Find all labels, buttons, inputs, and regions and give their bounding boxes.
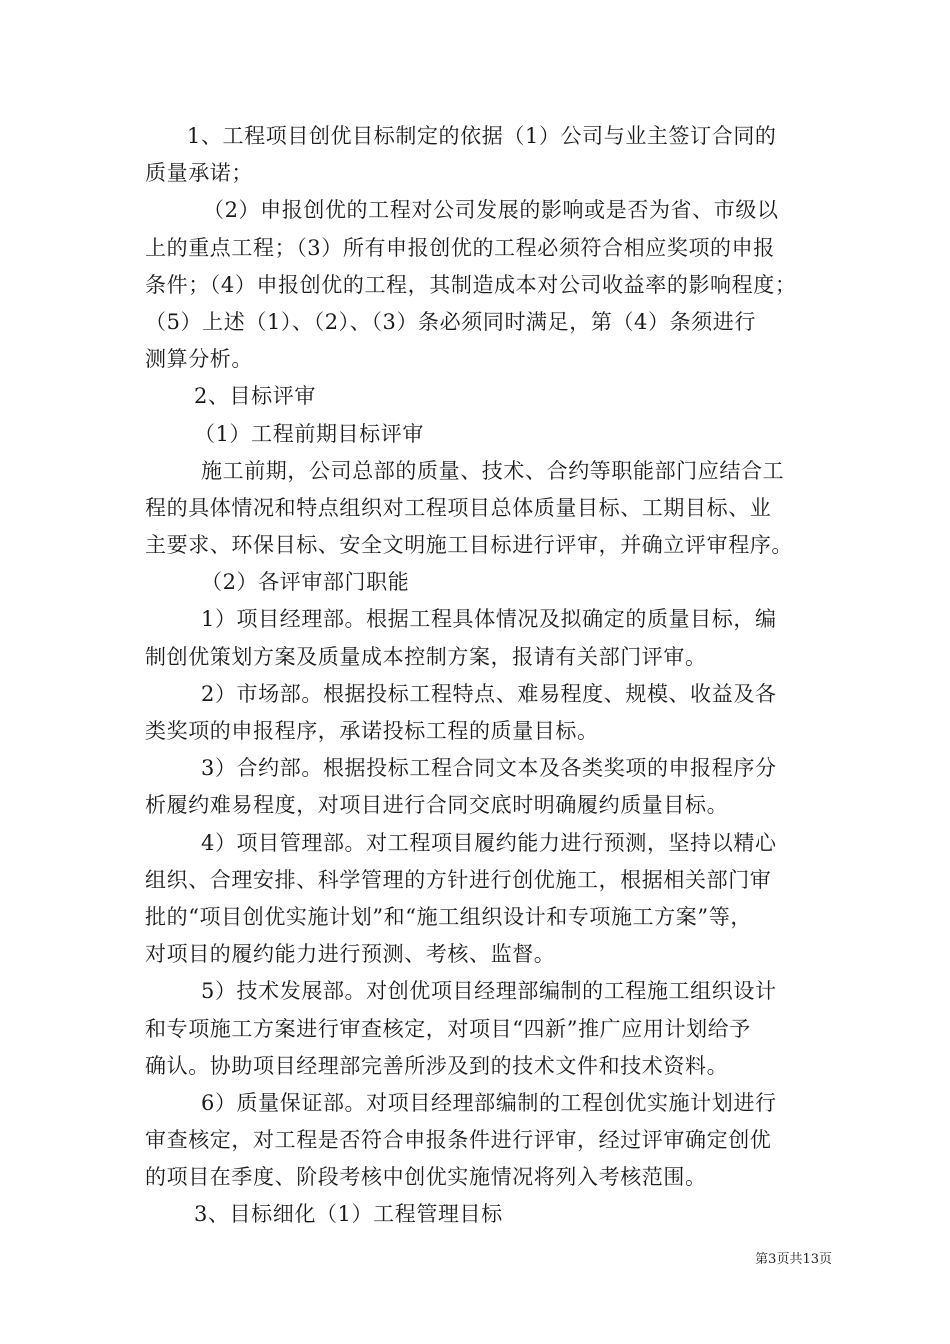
text-line: 5）技术发展部。对创优项目经理部编制的工程施工组织设计 xyxy=(201,979,777,1004)
text-line: 4）项目管理部。对工程项目履约能力进行预测，坚持以精心 xyxy=(201,830,777,855)
text-line: （1）工程前期目标评审 xyxy=(194,421,424,446)
text-line: 3）合约部。根据投标工程合同文本及各类奖项的申报程序分 xyxy=(201,756,777,781)
text-line: 审查核定，对工程是否符合申报条件进行评审，经过评审确定创优 xyxy=(145,1128,772,1153)
text-line: 质量承诺； xyxy=(145,161,253,186)
text-line: 条件；（4）申报创优的工程，其制造成本对公司收益率的影响程度； xyxy=(145,272,797,297)
text-line: 对项目的履约能力进行预测、考核、监督。 xyxy=(145,942,556,967)
text-line: 析履约难易程度，对项目进行合同交底时明确履约质量目标。 xyxy=(145,793,729,818)
text-line: 上的重点工程；（3）所有申报创优的工程必须符合相应奖项的申报 xyxy=(145,235,775,260)
text-line: 批的“项目创优实施计划”和“施工组织设计和专项施工方案”等， xyxy=(145,904,752,929)
text-line: （2）各评审部门职能 xyxy=(201,570,410,595)
text-line: 的项目在季度、阶段考核中创优实施情况将列入考核范围。 xyxy=(145,1165,707,1190)
text-line: 2）市场部。根据投标工程特点、难易程度、规模、收益及各 xyxy=(201,681,777,706)
text-line: 主要求、环保目标、安全文明施工目标进行评审，并确立评审程序。 xyxy=(145,533,793,558)
document-body xyxy=(145,118,813,1234)
text-line: 组织、合理安排、科学管理的方针进行创优施工，根据相关部门审 xyxy=(145,867,772,892)
text-line: 制创优策划方案及质量成本控制方案，报请有关部门评审。 xyxy=(145,644,707,669)
text-line: 施工前期，公司总部的质量、技术、合约等职能部门应结合工 xyxy=(201,458,785,483)
text-line: 3、目标细化（1）工程管理目标 xyxy=(194,1202,503,1227)
text-line: 1、工程项目创优目标制定的依据（1）公司与业主签订合同的 xyxy=(187,124,777,148)
text-line: 确认。协助项目经理部完善所涉及到的技术文件和技术资料。 xyxy=(145,1053,729,1078)
text-line: 1）项目经理部。根据工程具体情况及拟确定的质量目标，编 xyxy=(201,607,777,632)
text-line: 6）质量保证部。对项目经理部编制的工程创优实施计划进行 xyxy=(201,1090,777,1115)
text-line: 和专项施工方案进行审查核定，对项目“四新”推广应用计划给予 xyxy=(145,1016,751,1041)
text-line: （5）上述（1）、（2）、（3）条必须同时满足，第（4）条须进行 xyxy=(145,309,757,334)
page-number: 第3页共13页 xyxy=(755,1252,832,1267)
text-line: 程的具体情况和特点组织对工程项目总体质量目标、工期目标、业 xyxy=(145,495,772,520)
text-line: 2、目标评审 xyxy=(194,384,316,409)
text-line: 测算分析。 xyxy=(145,347,253,372)
text-line: （2）申报创优的工程对公司发展的影响或是否为省、市级以 xyxy=(203,198,779,223)
text-line: 类奖项的申报程序，承诺投标工程的质量目标。 xyxy=(145,719,599,743)
